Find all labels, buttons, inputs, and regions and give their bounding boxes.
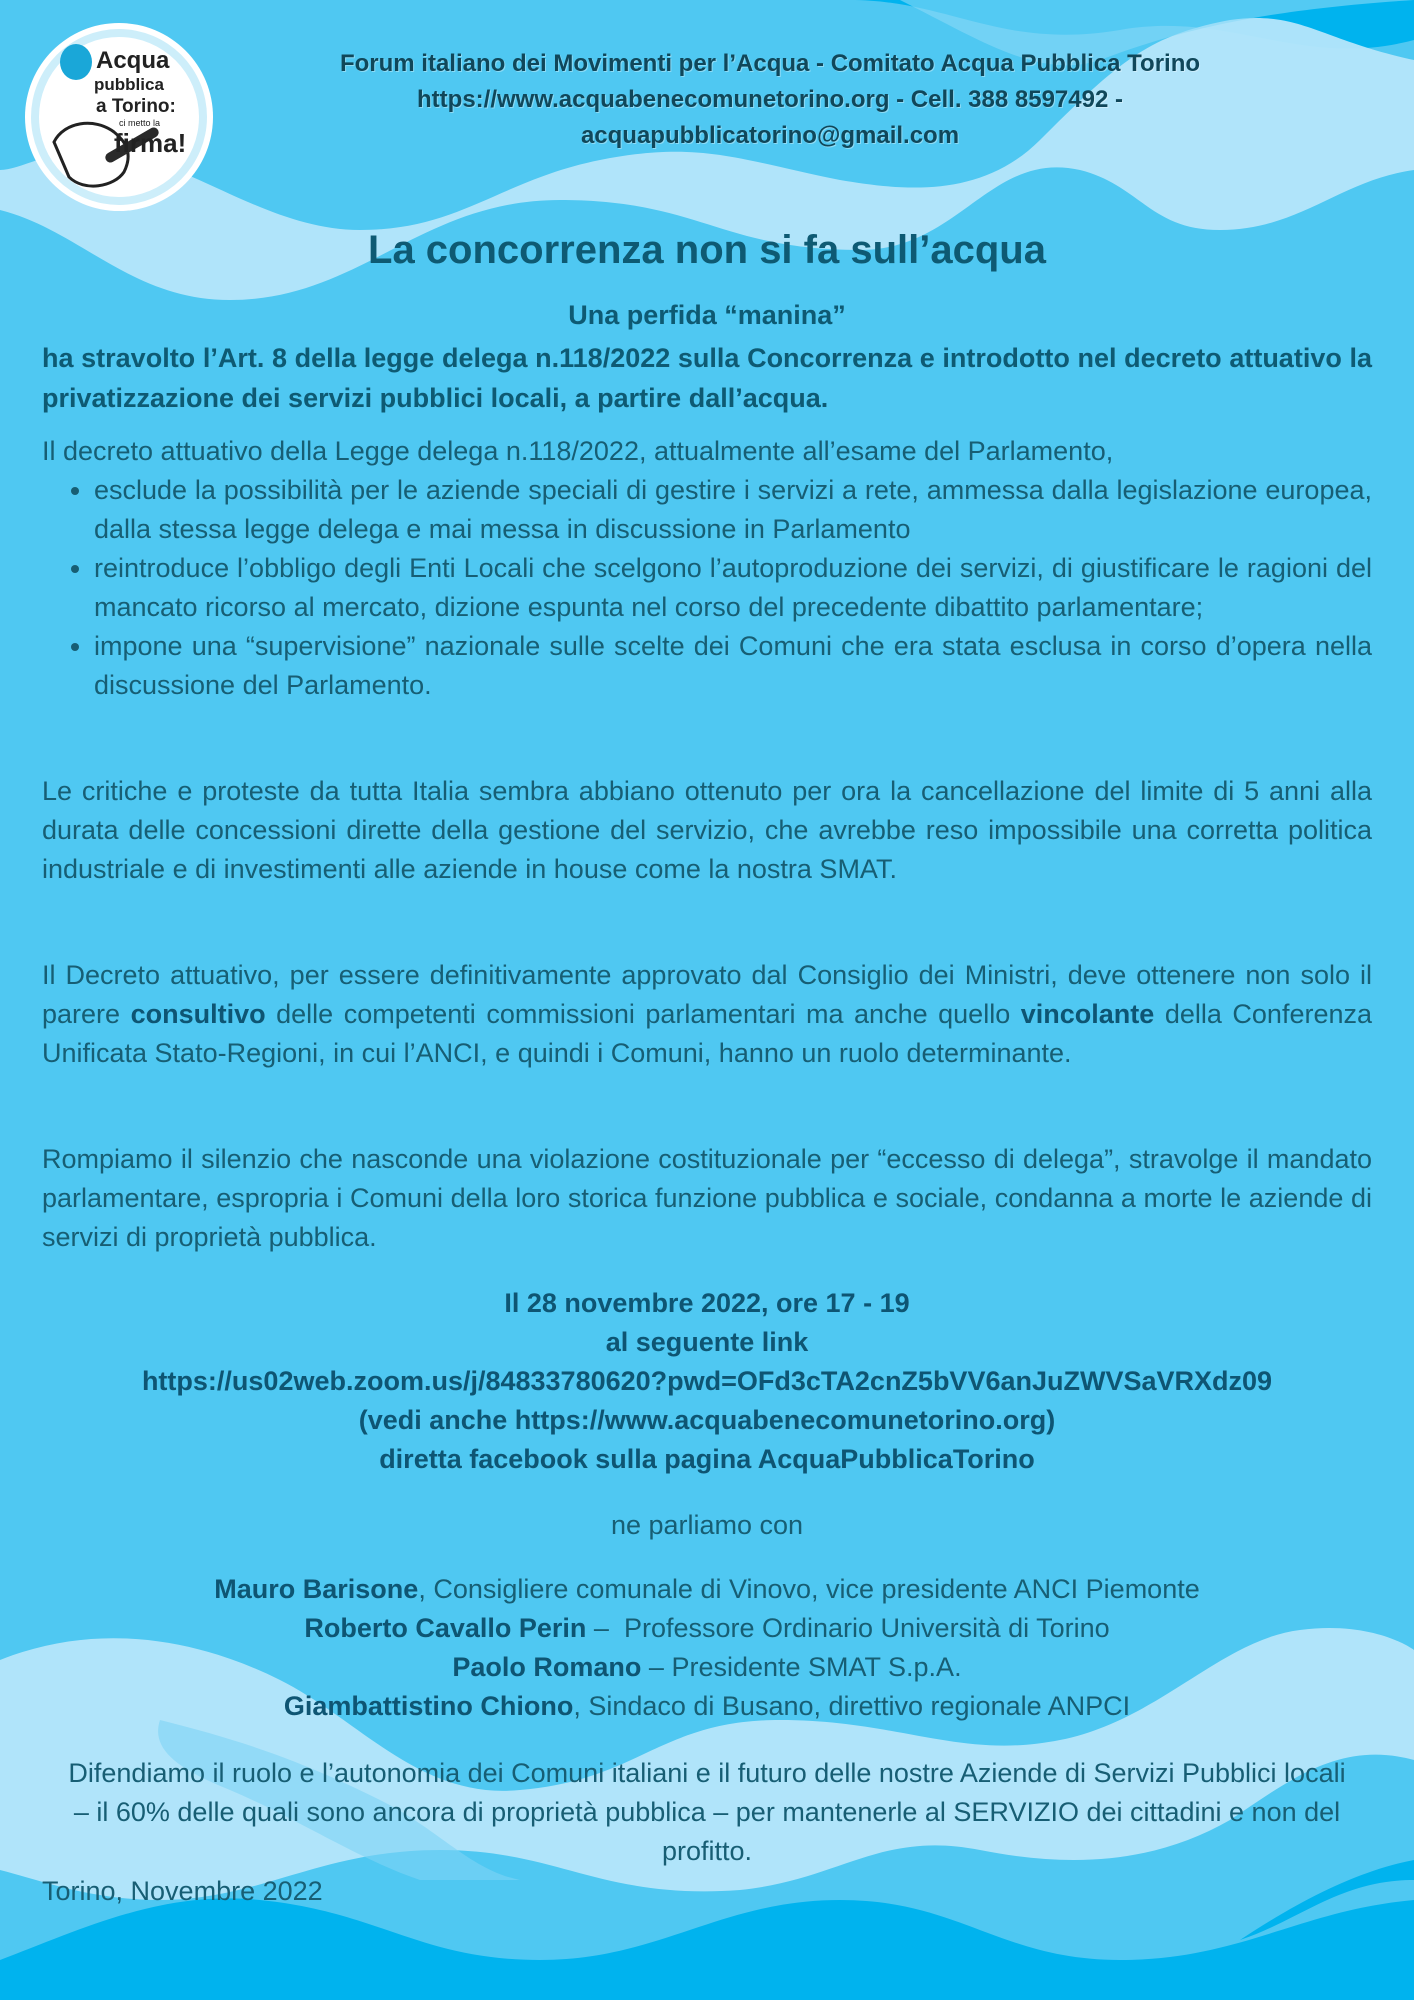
- paragraph-rompiamo: [42, 1140, 1372, 1257]
- zoom-link[interactable]: https://us02web.zoom.us/j/84833780620?pwd=OFd3cTA2cnZ5bVV6anJuZWVSaVRXdz09: [141, 1366, 1273, 1396]
- svg-text:firma!: firma!: [114, 128, 187, 158]
- bold-vincolante: vincolante: [1020, 999, 1155, 1029]
- closing-statement: Difendiamo il ruolo e l’autonomia dei Comuni italiani e il futuro delle nostre Aziende di Servizi Pubblici locali – il 60% delle quali sono ancora di proprietà pubblica – per mantenerle al SERVIZIO dei cittadini e non del profitto.: [68, 1758, 1346, 1866]
- speaker-name: Roberto Cavallo Perin: [304, 1613, 587, 1643]
- subtitle-text: ha stravolto l’Art. 8 della legge delega n.118/2022 sulla Concorrenza e introdotto nel decreto attuativo la privatizzazione dei servizi pubblici locali, a partire dall’acqua.: [42, 343, 1372, 413]
- speaker-role: , Consigliere comunale di Vinovo, vice presidente ANCI Piemonte: [418, 1574, 1200, 1604]
- paragraph-part: della Conferenza Unificata Stato-Regioni, in cui l’ANCI, e quindi i Comuni, hanno un ruolo determinante.: [42, 999, 1373, 1068]
- bold-consultivo: consultivo: [130, 999, 266, 1029]
- speakers-intro: ne parliamo con: [610, 1510, 804, 1540]
- event-link-intro: al seguente link: [605, 1327, 809, 1357]
- page-title: La concorrenza non si fa sull’acqua: [368, 228, 1046, 272]
- header-email[interactable]: acquapubblicatorino@gmail.com: [580, 122, 960, 149]
- speaker-role: , Sindaco di Busano, direttivo regionale ANPCI: [573, 1691, 1131, 1721]
- header-organization: Forum italiano dei Movimenti per l’Acqua - Comitato Acqua Pubblica Torino: [339, 50, 1201, 77]
- website-link[interactable]: (vedi anche https://www.acquabenecomunetorino.org): [358, 1405, 1056, 1435]
- speaker-role: – Professore Ordinario Università di Torino: [586, 1613, 1110, 1643]
- speakers-list: [0, 1570, 1414, 1726]
- svg-text:Acqua: Acqua: [96, 47, 170, 74]
- speaker-role: – Presidente SMAT S.p.A.: [641, 1652, 962, 1682]
- header-contacts: [260, 46, 1280, 154]
- facebook-live: diretta facebook sulla pagina AcquaPubblicaTorino: [379, 1444, 1035, 1474]
- speaker-name: Giambattistino Chiono: [283, 1691, 574, 1721]
- event-date: Il 28 novembre 2022, ore 17 - 19: [504, 1288, 910, 1318]
- speaker-item: [0, 1687, 1414, 1726]
- event-details: [0, 1284, 1414, 1479]
- intro-paragraph: Il decreto attuativo della Legge delega n.118/2022, attualmente all’esame del Parlamento,: [42, 436, 1114, 466]
- paragraph-critiche: [42, 772, 1372, 889]
- paragraph-text: Rompiamo il silenzio che nasconde una violazione costituzionale per “eccesso di delega”, stravolge il mandato parlamentare, espropria i Comuni della loro storica funzione pubblica e sociale, condanna a morte le aziende di servizi di proprietà pubblica.: [42, 1144, 1372, 1252]
- svg-text:pubblica: pubblica: [94, 75, 164, 94]
- bullet-list: [42, 471, 1372, 705]
- acqua-pubblica-logo: [24, 22, 214, 212]
- speaker-item: [0, 1648, 1414, 1687]
- paragraph-text: Le critiche e proteste da tutta Italia sembra abbiano ottenuto per ora la cancellazione del limite di 5 anni alla durata delle concessioni dirette della gestione del servizio, che avrebbe reso impossibile una corretta politica industriale e di investimenti alle aziende in house come la nostra SMAT.: [42, 776, 1372, 884]
- paragraph-text: [42, 956, 1372, 1073]
- intro-section: [42, 432, 1372, 705]
- header-website-phone[interactable]: https://www.acquabenecomunetorino.org - Cell. 388 8597492 -: [417, 86, 1123, 113]
- speaker-item: [0, 1609, 1414, 1648]
- svg-text:a Torino:: a Torino:: [96, 96, 176, 117]
- place-date: Torino, Novembre 2022: [42, 1876, 323, 1906]
- bullet-item: • esclude la possibilità per le aziende speciali di gestire i servizi a rete, ammessa dalla legislazione europea, dalla stessa legge delega e mai messa in discussione in Parlamento: [94, 471, 1372, 549]
- speaker-item: [0, 1570, 1414, 1609]
- svg-text:ci metto la: ci metto la: [119, 118, 161, 128]
- bullet-item: • impone una “supervisione” nazionale sulle scelte dei Comuni che era stata esclusa in corso d’opera nella discussione del Parlamento.: [94, 627, 1372, 705]
- paragraph-part: Il Decreto attuativo, per essere definitivamente approvato dal Consiglio dei Ministri, deve ottenere non solo il parere: [42, 960, 1372, 1029]
- bullet-item: • reintroduce l’obbligo degli Enti Locali che scelgono l’autoproduzione dei servizi, di giustificare le ragioni del mancato ricorso al mercato, dizione espunta nel corso del precedente dibattito parlamentare;: [94, 549, 1372, 627]
- paragraph-decreto: [42, 956, 1372, 1073]
- speaker-name: Mauro Barisone: [214, 1574, 419, 1604]
- paragraph-part: delle competenti commissioni parlamentari ma anche quello: [265, 999, 1021, 1029]
- subtitle: Una perfida “manina”: [568, 300, 846, 330]
- speaker-name: Paolo Romano: [452, 1652, 642, 1682]
